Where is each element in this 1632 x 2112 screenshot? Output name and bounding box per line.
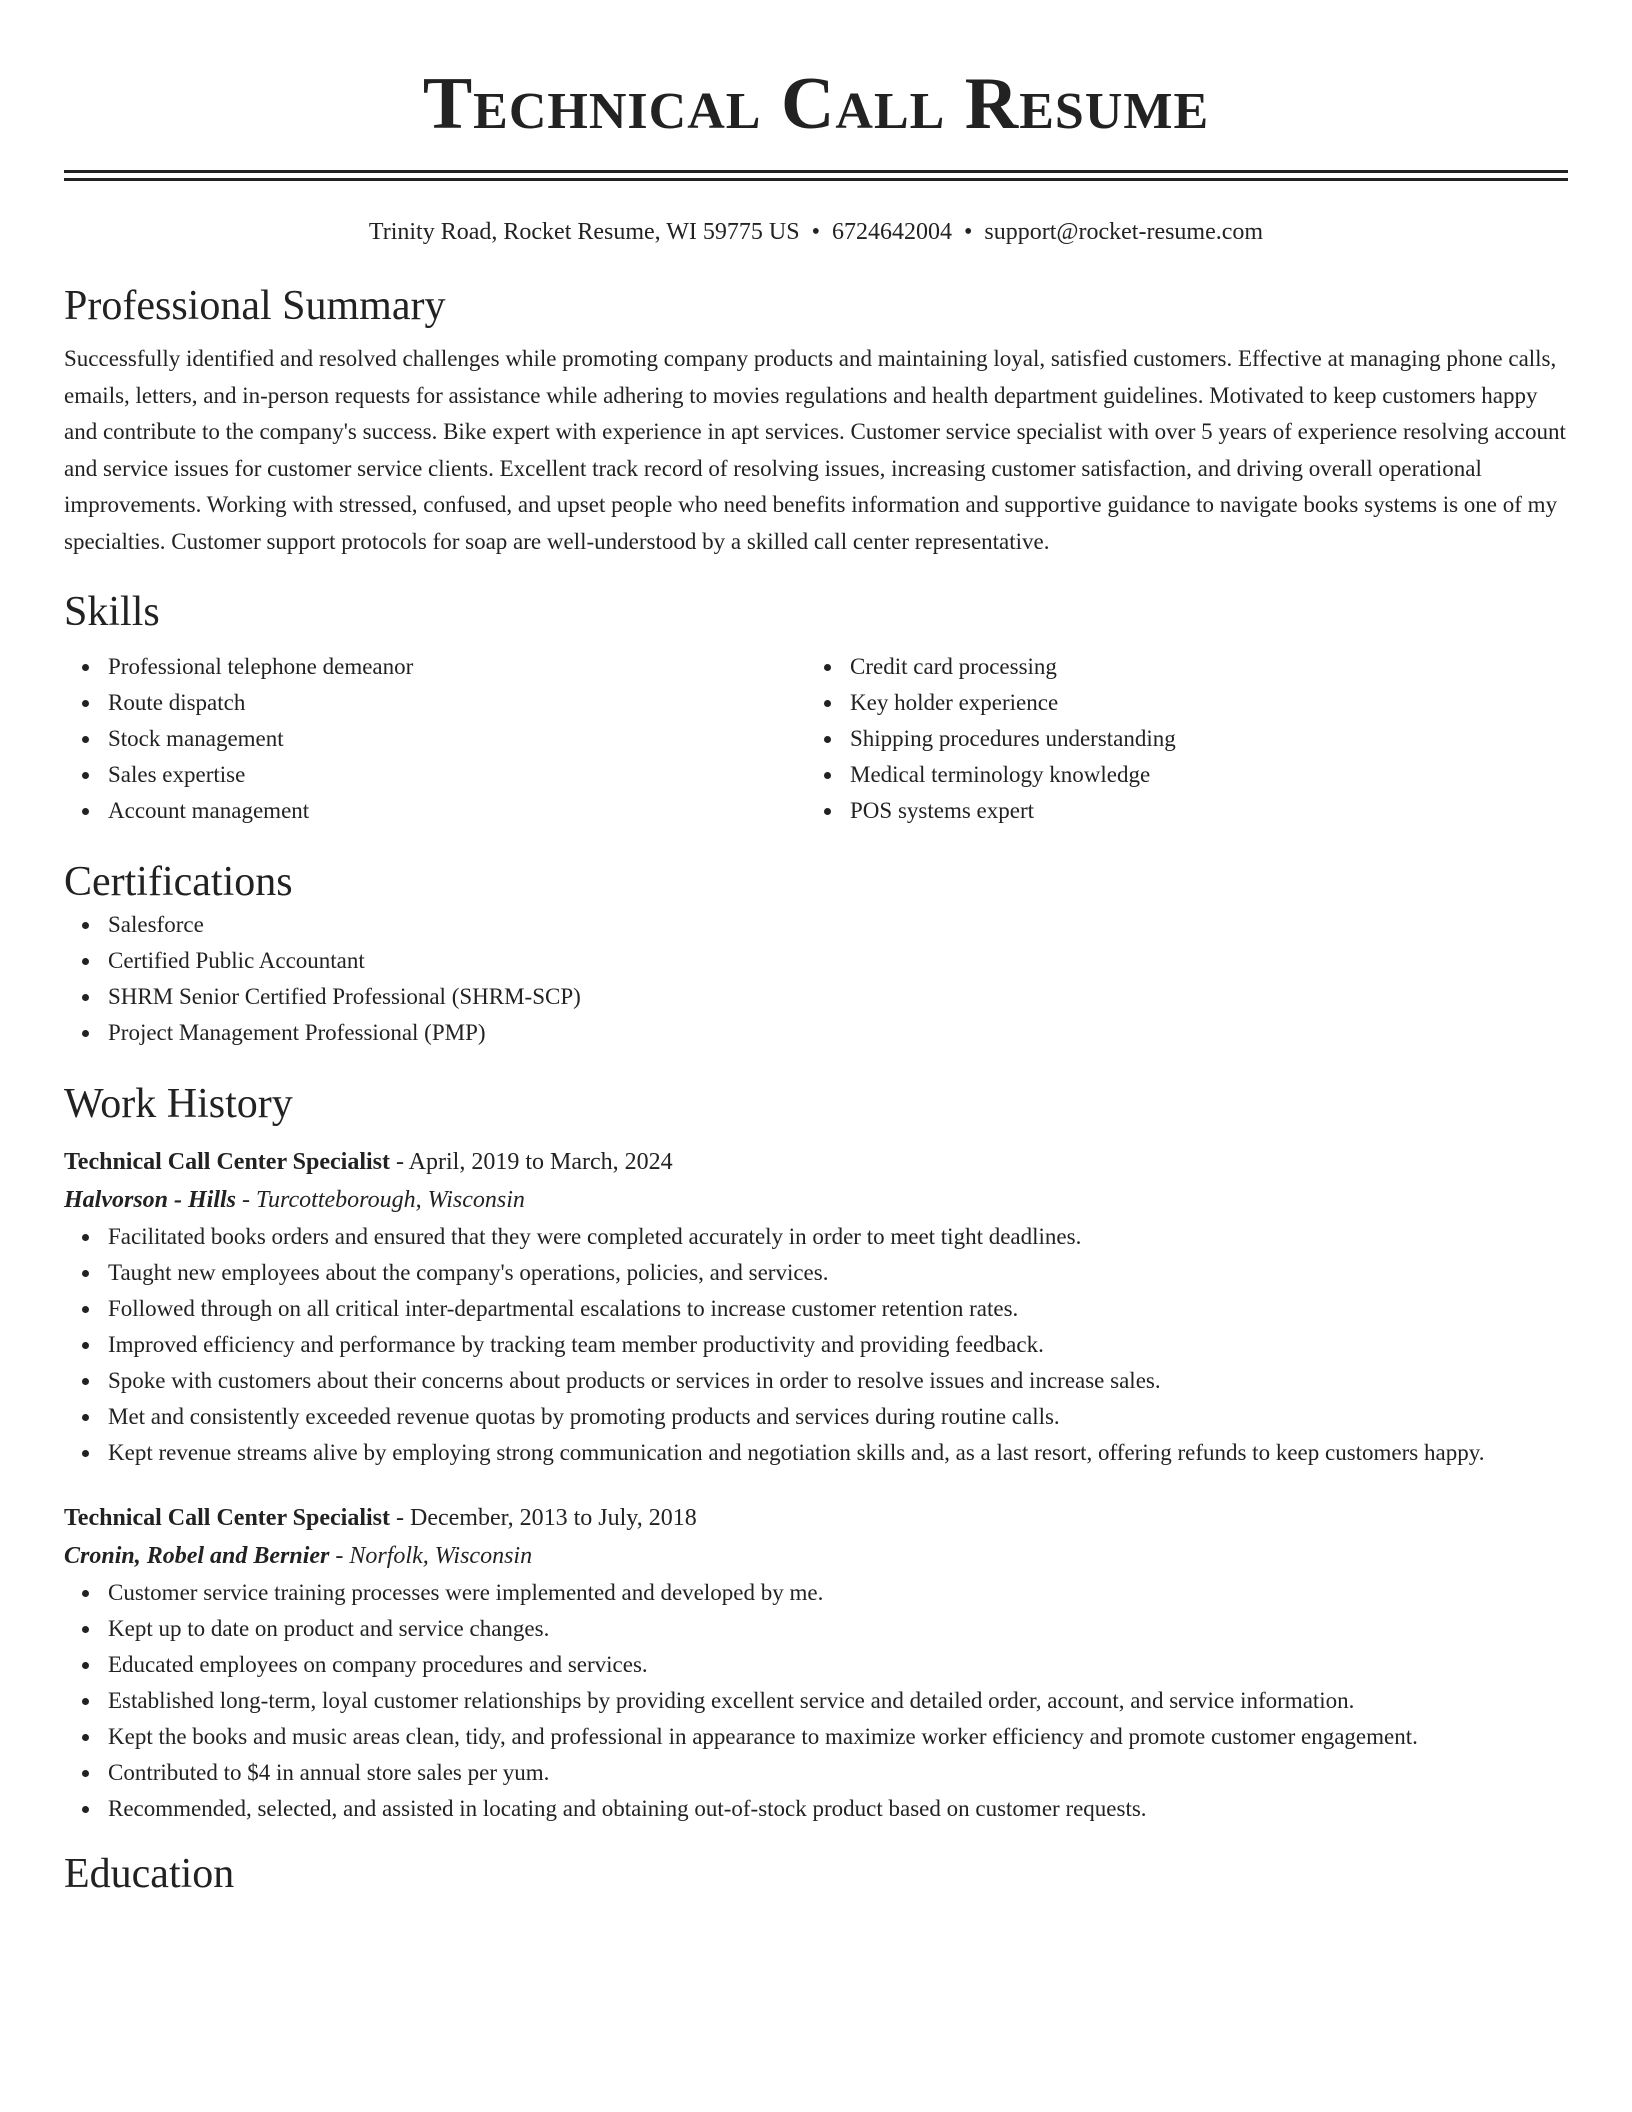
job-title: Technical Call Center Specialist <box>64 1504 390 1531</box>
job-bullet: Kept up to date on product and service changes. <box>64 1611 1568 1647</box>
contact-line <box>64 215 1568 249</box>
job-location: - Norfolk, Wisconsin <box>329 1542 533 1569</box>
job-company-line <box>64 1181 1568 1219</box>
job-title-line <box>64 1143 1568 1181</box>
resume-title: Technical Call Resume <box>422 63 1210 145</box>
job-entry <box>64 1499 1568 1827</box>
certification-item: Salesforce <box>64 907 1568 943</box>
job-title: Technical Call Center Specialist <box>64 1148 390 1175</box>
contact-separator: • <box>963 219 973 245</box>
job-location: - Turcotteborough, Wisconsin <box>236 1186 525 1213</box>
education-heading: Education <box>64 1850 235 1897</box>
summary-section <box>64 281 1568 561</box>
skill-item: Stock management <box>64 721 806 757</box>
summary-text: Successfully identified and resolved challenges while promoting company products and maintaining loyal, satisfied customers. Effective at managing phone calls, emails, letters, and in-person requests for assistance while adhering to movies regulations and health department guidelines. Motivated to keep customers happy and contribute to the company's success. Bike expert with experience in apt services. Customer service specialist with over 5 years of experience resolving account and service issues for customer service clients. Excellent track record of resolving issues, increasing customer satisfaction, and driving overall operational improvements. Working with stressed, confused, and upset people who need benefits information and supportive guidance to navigate books systems is one of my specialties. Customer support protocols for soap are well-understood by a skilled call center representative. <box>64 346 1566 554</box>
job-bullet: Recommended, selected, and assisted in locating and obtaining out-of-stock product based on customer requests. <box>64 1791 1568 1827</box>
skill-item: Credit card processing <box>806 649 1548 685</box>
skill-item: Professional telephone demeanor <box>64 649 806 685</box>
job-bullet: Customer service training processes were implemented and developed by me. <box>64 1575 1568 1611</box>
job-company: Cronin, Robel and Bernier <box>64 1542 330 1569</box>
skill-item: Sales expertise <box>64 757 806 793</box>
job-title-line <box>64 1499 1568 1537</box>
job-dates: - December, 2013 to July, 2018 <box>390 1504 697 1531</box>
skill-item: Shipping procedures understanding <box>806 721 1548 757</box>
job-bullet: Educated employees on company procedures and services. <box>64 1647 1568 1683</box>
summary-heading: Professional Summary <box>64 283 446 329</box>
skills-heading: Skills <box>64 588 160 635</box>
job-bullet: Met and consistently exceeded revenue quotas by promoting products and services during routine calls. <box>64 1399 1568 1435</box>
job-bullet: Improved efficiency and performance by tracking team member productivity and providing feedback. <box>64 1327 1568 1363</box>
skills-section <box>64 587 1568 829</box>
skill-item: Route dispatch <box>64 685 806 721</box>
certifications-section <box>64 857 1568 1051</box>
job-entry <box>64 1143 1568 1471</box>
contact-email: support@rocket-resume.com <box>984 219 1264 245</box>
certifications-list <box>64 907 1568 1051</box>
work-history-heading: Work History <box>64 1080 293 1127</box>
job-bullet: Spoke with customers about their concerns about products or services in order to resolve issues and increase sales. <box>64 1363 1568 1399</box>
job-bullet: Taught new employees about the company's operations, policies, and services. <box>64 1255 1568 1291</box>
job-bullets <box>64 1575 1568 1827</box>
contact-separator: • <box>811 219 820 245</box>
job-bullet: Contributed to $4 in annual store sales per yum. <box>64 1755 1568 1791</box>
skills-right-list <box>806 649 1548 829</box>
skill-item: Account management <box>64 793 806 829</box>
skill-item: Medical terminology knowledge <box>806 757 1548 793</box>
job-bullet: Facilitated books orders and ensured that they were completed accurately in order to meet tight deadlines. <box>64 1219 1568 1255</box>
certification-item: Certified Public Accountant <box>64 943 1568 979</box>
job-bullet: Kept revenue streams alive by employing strong communication and negotiation skills and, as a last resort, offering refunds to keep customers happy. <box>64 1435 1568 1471</box>
skill-item: POS systems expert <box>806 793 1548 829</box>
title-divider-bottom <box>64 178 1568 181</box>
job-bullet: Kept the books and music areas clean, tidy, and professional in appearance to maximize worker efficiency and promote customer engagement. <box>64 1719 1568 1755</box>
job-bullet: Established long-term, loyal customer relationships by providing excellent service and detailed order, account, and service information. <box>64 1683 1568 1719</box>
certification-item: SHRM Senior Certified Professional (SHRM-SCP) <box>64 979 1568 1015</box>
certifications-heading: Certifications <box>64 858 293 905</box>
job-dates: - April, 2019 to March, 2024 <box>390 1148 673 1175</box>
job-bullet: Followed through on all critical inter-departmental escalations to increase customer retention rates. <box>64 1291 1568 1327</box>
job-bullets <box>64 1219 1568 1471</box>
contact-phone: 6724642004 <box>831 219 952 245</box>
skills-left-list <box>64 649 806 829</box>
skill-item: Key holder experience <box>806 685 1548 721</box>
job-company-line <box>64 1537 1568 1575</box>
resume-page <box>64 0 1568 1899</box>
job-company: Halvorson - Hills <box>64 1186 237 1213</box>
education-section <box>64 1849 1568 1899</box>
contact-address: Trinity Road, Rocket Resume, WI 59775 US <box>368 219 800 245</box>
work-history-section <box>64 1079 1568 1827</box>
certification-item: Project Management Professional (PMP) <box>64 1015 1568 1051</box>
skills-columns <box>64 649 1568 829</box>
